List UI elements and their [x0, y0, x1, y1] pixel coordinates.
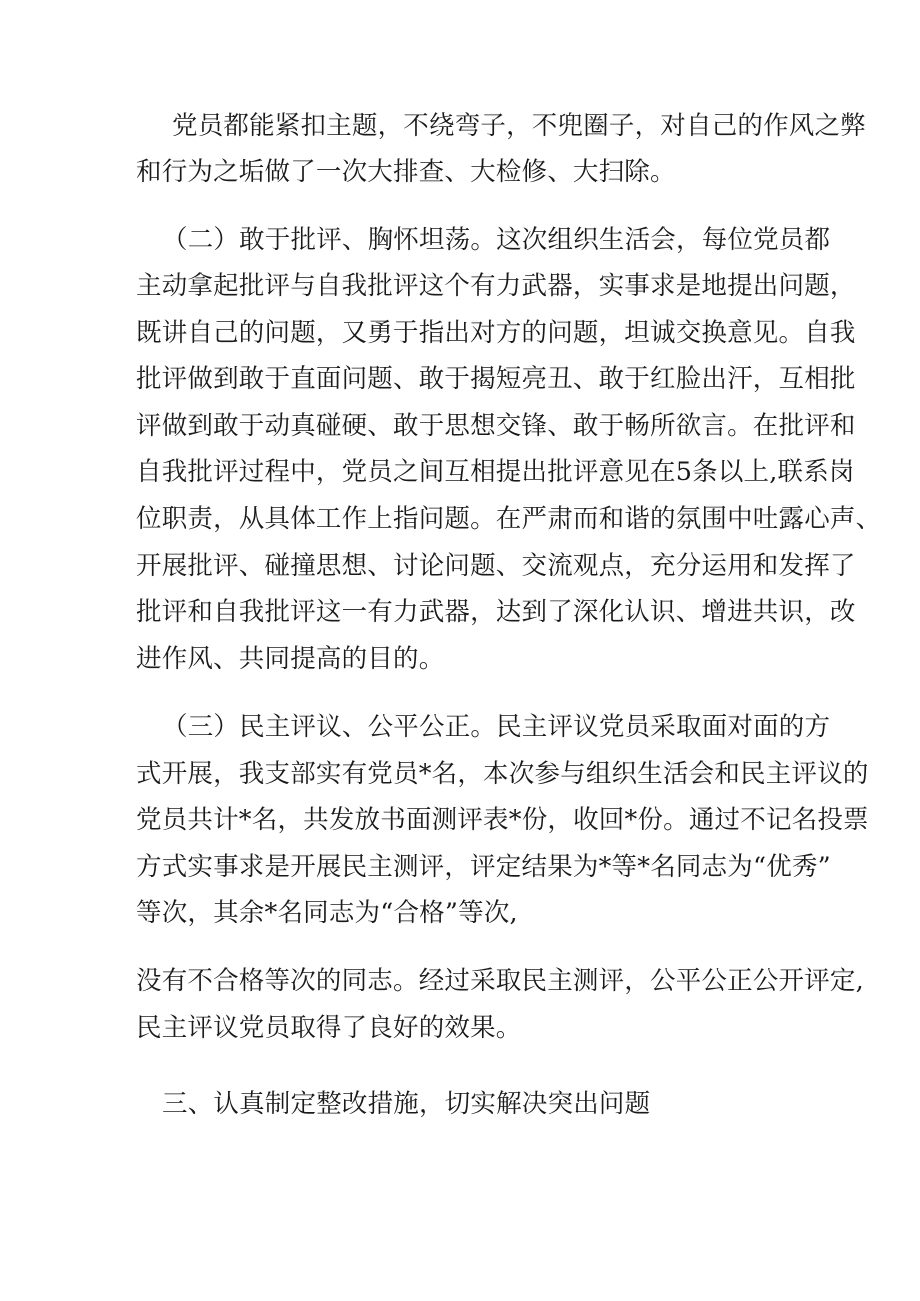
text-line: 评做到敢于动真碰硬、敢于思想交锋、敢于畅所欲言。在批评和 [136, 411, 856, 441]
text-line: 自我批评过程中，党员之间互相提出批评意见在5条以上,联系岗 [136, 457, 855, 487]
text-line: 开展批评、碰撞思想、讨论问题、交流观点，充分运用和发挥了 [136, 551, 856, 581]
text-line: 既讲自己的问题，又勇于指出对方的问题，坦诚交换意见。自我 [136, 318, 856, 348]
text-line: 主动拿起批评与自我批评这个有力武器，实事求是地提出问题， [136, 271, 856, 301]
section-heading: 三、认真制定整改措施，切实解决突出问题 [162, 1089, 651, 1119]
text-line: （三）民主评议、公平公正。民主评议党员采取面对面的方 [162, 712, 831, 742]
text-line: 方式实事求是开展民主测评，评定结果为*等*名同志为“优秀” [136, 852, 831, 882]
text-line: 进作风、共同提高的目的。 [136, 644, 445, 674]
text-line: 没有不合格等次的同志。经过采取民主测评，公平公正公开评定, [136, 966, 864, 996]
text-line: 党员都能紧扣主题，不绕弯子，不兜圈子，对自己的作风之弊 [172, 111, 866, 141]
text-line: （二）敢于批评、胸怀坦荡。这次组织生活会，每位党员都 [162, 225, 831, 255]
text-line: 民主评议党员取得了良好的效果。 [136, 1013, 522, 1043]
text-line: 和行为之垢做了一次大排查、大检修、大扫除。 [136, 157, 676, 187]
text-line: 等次，其余*名同志为“合格”等次, [136, 898, 518, 928]
text-line: 批评和自我批评这一有力武器，达到了深化认识、增进共识，改 [136, 597, 856, 627]
text-line: 式开展，我支部实有党员*名，本次参与组织生活会和民主评议的 [136, 759, 869, 789]
text-line: 党员共计*名，共发放书面测评表*份，收回*份。通过不记名投票 [136, 805, 869, 835]
text-line: 位职责，从具体工作上指问题。在严肃而和谐的氛围中吐露心声、 [136, 504, 882, 534]
text-line: 批评做到敢于直面问题、敢于揭短亮丑、敢于红脸出汗，互相批 [136, 364, 856, 394]
